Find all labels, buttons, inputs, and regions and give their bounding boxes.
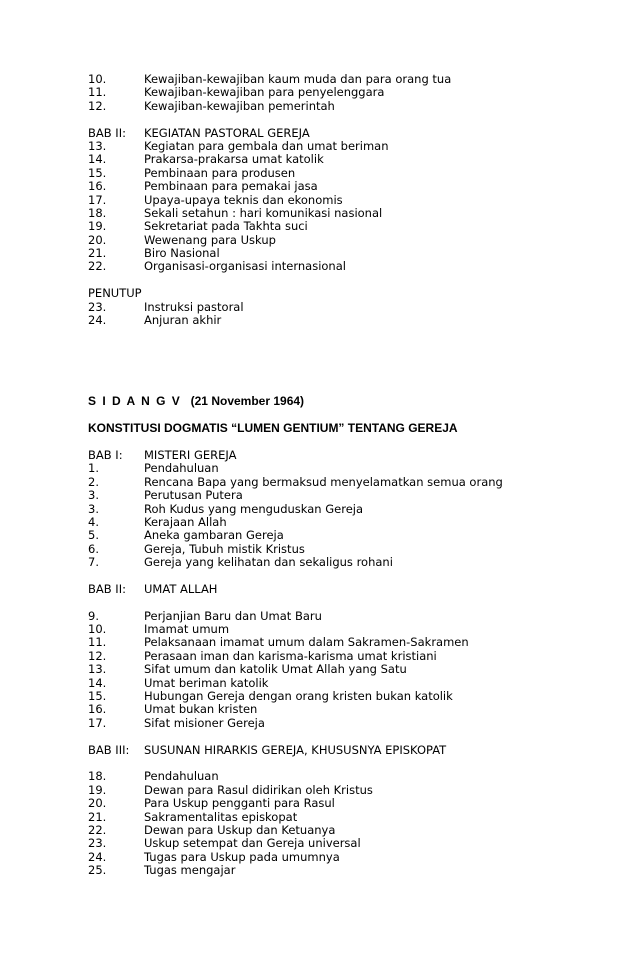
list-item xyxy=(88,811,558,824)
item-number: 24. xyxy=(88,313,107,328)
item-text: Pembinaan para pemakai jasa xyxy=(144,179,318,194)
item-text: Prakarsa-prakarsa umat katolik xyxy=(144,152,324,167)
item-number: 14. xyxy=(88,152,107,167)
item-number: 23. xyxy=(88,299,107,314)
list-item xyxy=(88,690,558,703)
section-title: PENUTUP xyxy=(88,286,142,301)
item-number: 20. xyxy=(88,232,107,247)
item-number: 15. xyxy=(88,689,107,704)
list-item xyxy=(88,851,558,864)
item-number: 11. xyxy=(88,85,107,100)
item-text: Kewajiban-kewajiban kaum muda dan para orang tua xyxy=(144,72,452,86)
item-text: Sekali setahun : hari komunikasi nasional xyxy=(144,205,383,220)
item-text: Kewajiban-kewajiban para penyelenggara xyxy=(144,85,385,100)
item-number: 10. xyxy=(88,72,107,86)
item-number: 14. xyxy=(88,675,107,690)
list-item xyxy=(88,663,558,676)
list-item xyxy=(88,86,558,99)
section-number: BAB II: xyxy=(88,581,126,596)
section-heading xyxy=(88,127,558,140)
list-item xyxy=(88,784,558,797)
section-number: BAB III: xyxy=(88,742,130,757)
item-text: Pendahuluan xyxy=(144,769,219,784)
list-item xyxy=(88,167,558,180)
section-title: KEGIATAN PASTORAL GEREJA xyxy=(144,125,310,140)
item-text: Instruksi pastoral xyxy=(144,299,244,314)
item-text: Pendahuluan xyxy=(144,461,219,476)
item-text: Pembinaan para produsen xyxy=(144,165,296,180)
item-text: Organisasi-organisasi internasional xyxy=(144,259,346,274)
item-number: 7. xyxy=(88,555,99,570)
item-text: Perjanjian Baru dan Umat Baru xyxy=(144,608,322,623)
section-heading xyxy=(88,583,558,596)
item-text: Upaya-upaya teknis dan ekonomis xyxy=(144,192,343,207)
item-number: 16. xyxy=(88,702,107,717)
item-number: 18. xyxy=(88,769,107,784)
item-text: Umat bukan kristen xyxy=(144,702,258,717)
section-bab-ii-umat xyxy=(88,583,558,730)
item-number: 9. xyxy=(88,608,99,623)
list-item xyxy=(88,180,558,193)
item-number: 4. xyxy=(88,514,99,529)
list-item xyxy=(88,462,558,475)
list-item xyxy=(88,703,558,716)
item-number: 22. xyxy=(88,259,107,274)
item-number: 3. xyxy=(88,501,99,516)
list-item xyxy=(88,301,558,314)
section-bab-ii-kegiatan xyxy=(88,127,558,274)
list-item xyxy=(88,837,558,850)
section-number: BAB II: xyxy=(88,125,126,140)
item-number: 17. xyxy=(88,715,107,730)
item-number: 1. xyxy=(88,461,99,476)
session-heading xyxy=(88,395,558,408)
item-text: Anjuran akhir xyxy=(144,313,222,328)
session-title: S I D A N G V xyxy=(88,394,182,409)
list-item xyxy=(88,73,558,86)
item-text: Tugas para Uskup pada umumnya xyxy=(144,849,340,864)
list-item xyxy=(88,650,558,663)
list-item xyxy=(88,194,558,207)
item-number: 21. xyxy=(88,246,107,261)
item-number: 19. xyxy=(88,782,107,797)
item-text: Perasaan iman dan karisma-karisma umat kristiani xyxy=(144,648,437,663)
item-number: 13. xyxy=(88,662,107,677)
list-item xyxy=(88,529,558,542)
section-title: UMAT ALLAH xyxy=(144,581,218,596)
item-number: 2. xyxy=(88,474,99,489)
list-item xyxy=(88,220,558,233)
section-heading xyxy=(88,744,558,757)
item-text: Uskup setempat dan Gereja universal xyxy=(144,836,361,851)
item-number: 18. xyxy=(88,205,107,220)
item-text: Rencana Bapa yang bermaksud menyelamatkan semua orang xyxy=(144,474,503,489)
section-title: MISTERI GEREJA xyxy=(144,447,237,462)
section-bab-iii xyxy=(88,744,558,878)
list-item xyxy=(88,234,558,247)
item-text: Dewan para Rasul didirikan oleh Kristus xyxy=(144,782,373,797)
list-item xyxy=(88,153,558,166)
list-item xyxy=(88,207,558,220)
section-heading xyxy=(88,449,558,462)
item-text: Kegiatan para gembala dan umat beriman xyxy=(144,138,389,153)
item-number: 25. xyxy=(88,863,107,878)
list-item xyxy=(88,636,558,649)
item-number: 16. xyxy=(88,179,107,194)
item-number: 21. xyxy=(88,809,107,824)
item-text: Imamat umum xyxy=(144,622,230,637)
item-number: 15. xyxy=(88,165,107,180)
list-item xyxy=(88,503,558,516)
item-number: 17. xyxy=(88,192,107,207)
item-text: Pelaksanaan imamat umum dalam Sakramen-Sakramen xyxy=(144,635,469,650)
item-text: Tugas mengajar xyxy=(144,863,236,878)
list-item xyxy=(88,623,558,636)
list-item xyxy=(88,476,558,489)
item-number: 23. xyxy=(88,836,107,851)
item-text: Umat beriman katolik xyxy=(144,675,269,690)
item-number: 3. xyxy=(88,488,99,503)
list-item xyxy=(88,797,558,810)
item-text: Wewenang para Uskup xyxy=(144,232,276,247)
list-item xyxy=(88,260,558,273)
item-text: Sifat umum dan katolik Umat Allah yang Satu xyxy=(144,662,407,677)
item-number: 6. xyxy=(88,541,99,556)
list-item xyxy=(88,140,558,153)
list-item xyxy=(88,717,558,730)
list-item xyxy=(88,543,558,556)
section-penutup xyxy=(88,287,558,327)
list-item xyxy=(88,247,558,260)
item-number: 13. xyxy=(88,138,107,153)
item-text: Dewan para Uskup dan Ketuanya xyxy=(144,822,336,837)
item-text: Para Uskup pengganti para Rasul xyxy=(144,796,335,811)
document-page xyxy=(88,73,558,877)
item-number: 10. xyxy=(88,622,107,637)
item-number: 19. xyxy=(88,219,107,234)
item-text: Roh Kudus yang menguduskan Gereja xyxy=(144,501,364,516)
section-number: BAB I: xyxy=(88,447,123,462)
item-number: 11. xyxy=(88,635,107,650)
session-date: (21 November 1964) xyxy=(190,394,305,409)
list-item xyxy=(88,314,558,327)
item-text: Sakramentalitas episkopat xyxy=(144,809,298,824)
list-item xyxy=(88,864,558,877)
item-text: Sifat misioner Gereja xyxy=(144,715,265,730)
item-text: Aneka gambaran Gereja xyxy=(144,528,284,543)
item-text: Gereja, Tubuh mistik Kristus xyxy=(144,541,305,556)
list-item xyxy=(88,610,558,623)
item-text: Biro Nasional xyxy=(144,246,220,261)
list-item xyxy=(88,677,558,690)
item-text: Gereja yang kelihatan dan sekaligus rohani xyxy=(144,555,393,570)
list-item xyxy=(88,770,558,783)
item-text: Perutusan Putera xyxy=(144,488,243,503)
item-number: 24. xyxy=(88,849,107,864)
item-text: Kerajaan Allah xyxy=(144,514,227,529)
section-title: SUSUNAN HIRARKIS GEREJA, KHUSUSNYA EPISKOPAT xyxy=(144,742,447,757)
item-number: 20. xyxy=(88,796,107,811)
section-bab-i xyxy=(88,449,558,570)
list-item xyxy=(88,556,558,569)
item-number: 5. xyxy=(88,528,99,543)
item-text: Sekretariat pada Takhta suci xyxy=(144,219,308,234)
item-text: Kewajiban-kewajiban pemerintah xyxy=(144,98,335,113)
list-item xyxy=(88,824,558,837)
document-title: KONSTITUSI DOGMATIS “LUMEN GENTIUM” TENTANG GEREJA xyxy=(88,421,458,436)
list-item xyxy=(88,100,558,113)
item-number: 12. xyxy=(88,648,107,663)
item-number: 22. xyxy=(88,822,107,837)
item-text: Hubungan Gereja dengan orang kristen bukan katolik xyxy=(144,689,453,704)
item-number: 12. xyxy=(88,98,107,113)
list-item xyxy=(88,516,558,529)
list-item xyxy=(88,489,558,502)
list-continuation xyxy=(88,73,558,113)
